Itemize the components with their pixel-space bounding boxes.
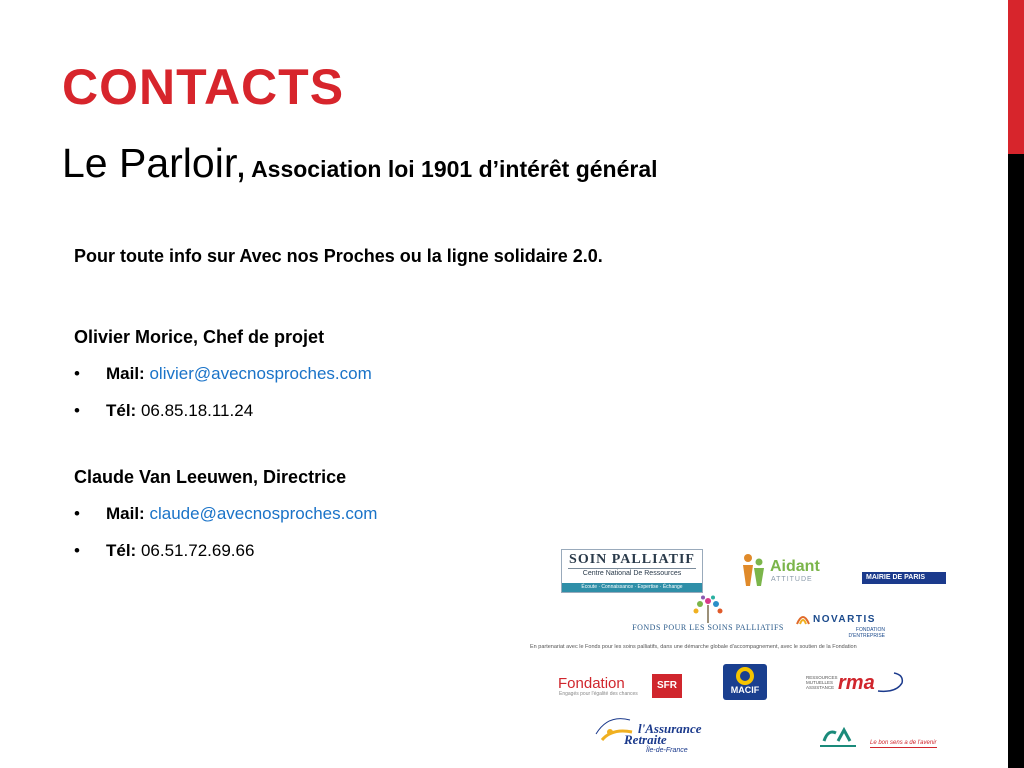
macif-ring-icon	[736, 667, 754, 685]
aidant-title: Aidant	[770, 558, 820, 575]
tel-value: 06.51.72.69.66	[140, 541, 255, 560]
novartis-flame-icon	[795, 612, 811, 626]
rma-label: rma	[838, 672, 875, 694]
novartis-title: NOVARTIS	[813, 614, 876, 625]
fondation-sfr-logo	[558, 672, 686, 700]
soin-palliatif-tagline: Écoute · Connaissance · Expertise · Échange	[562, 583, 702, 592]
fondation-title: Fondation	[558, 675, 625, 692]
tel-value: 06.85.18.11.24	[140, 401, 254, 420]
org-name: Le Parloir,	[62, 140, 247, 186]
assurance-retraite-logo	[590, 710, 710, 754]
novartis-subtitle: FONDATION D'ENTREPRISE	[848, 627, 885, 639]
contact-name: Olivier Morice, Chef de projet	[74, 327, 325, 347]
aidant-subtitle: ATTITUDE	[771, 576, 813, 583]
soin-palliatif-logo	[561, 549, 703, 593]
rma-swoosh-icon	[876, 671, 906, 695]
macif-label: MACIF	[730, 685, 760, 695]
contact-mail-item	[74, 502, 774, 526]
contact-tel-item	[74, 399, 774, 423]
credit-agricole-logo	[818, 727, 958, 753]
novartis-fondation-logo	[793, 610, 889, 640]
mail-link[interactable]: claude@avecnosproches.com	[149, 504, 378, 523]
slide-title: CONTACTS	[62, 59, 345, 115]
assurance-line2: Retraite	[624, 732, 667, 747]
aidant-attitude-logo	[740, 553, 822, 589]
rma-prefix: RESSOURCES MUTUELLES ASSISTANCE	[806, 675, 838, 690]
mail-label: Mail:	[106, 364, 145, 383]
assurance-line1: l'Assurance	[638, 721, 702, 736]
rma-logo	[806, 671, 902, 697]
aidant-figures-icon	[740, 553, 766, 587]
slide-subtitle	[62, 140, 658, 186]
partnership-text: En partenariat avec le Fonds pour les soins palliatifs, dans une démarche globale d'accompagnement, avec le soutien de la Fondation	[530, 644, 857, 650]
fonds-soins-palliatifs-logo	[632, 595, 784, 637]
soin-palliatif-title: SOIN PALLIATIF	[569, 552, 695, 567]
tel-label: Tél:	[106, 401, 137, 420]
tel-label: Tél:	[106, 541, 137, 560]
soin-palliatif-subtitle: Centre National De Ressources	[568, 568, 696, 578]
mail-link[interactable]: olivier@avecnosproches.com	[149, 364, 372, 383]
assurance-line3: Île-de-France	[646, 747, 688, 754]
mail-label: Mail:	[106, 504, 145, 523]
contact-name: Claude Van Leeuwen, Directrice	[74, 467, 347, 487]
intro-text: Pour toute info sur Avec nos Proches ou la ligne solidaire 2.0.	[74, 246, 603, 266]
side-accent-black	[1008, 154, 1024, 768]
mairie-de-paris-logo: MAIRIE DE PARIS	[862, 572, 946, 584]
sfr-badge: SFR	[652, 674, 682, 698]
org-description: Association loi 1901 d’intérêt général	[251, 156, 658, 182]
tree-icon	[690, 595, 726, 623]
credit-agricole-icon	[818, 727, 858, 749]
credit-agricole-slogan: Le bon sens a de l'avenir	[870, 740, 937, 746]
fondation-subtitle: Engagés pour l'égalité des chances	[559, 691, 638, 697]
fonds-label: FONDS POUR LES SOINS PALLIATIFS	[632, 623, 784, 632]
contact-mail-item	[74, 362, 774, 386]
macif-logo	[723, 664, 767, 700]
contact-content	[74, 244, 774, 563]
contact-details	[74, 362, 774, 423]
side-accent-red	[1008, 0, 1024, 154]
